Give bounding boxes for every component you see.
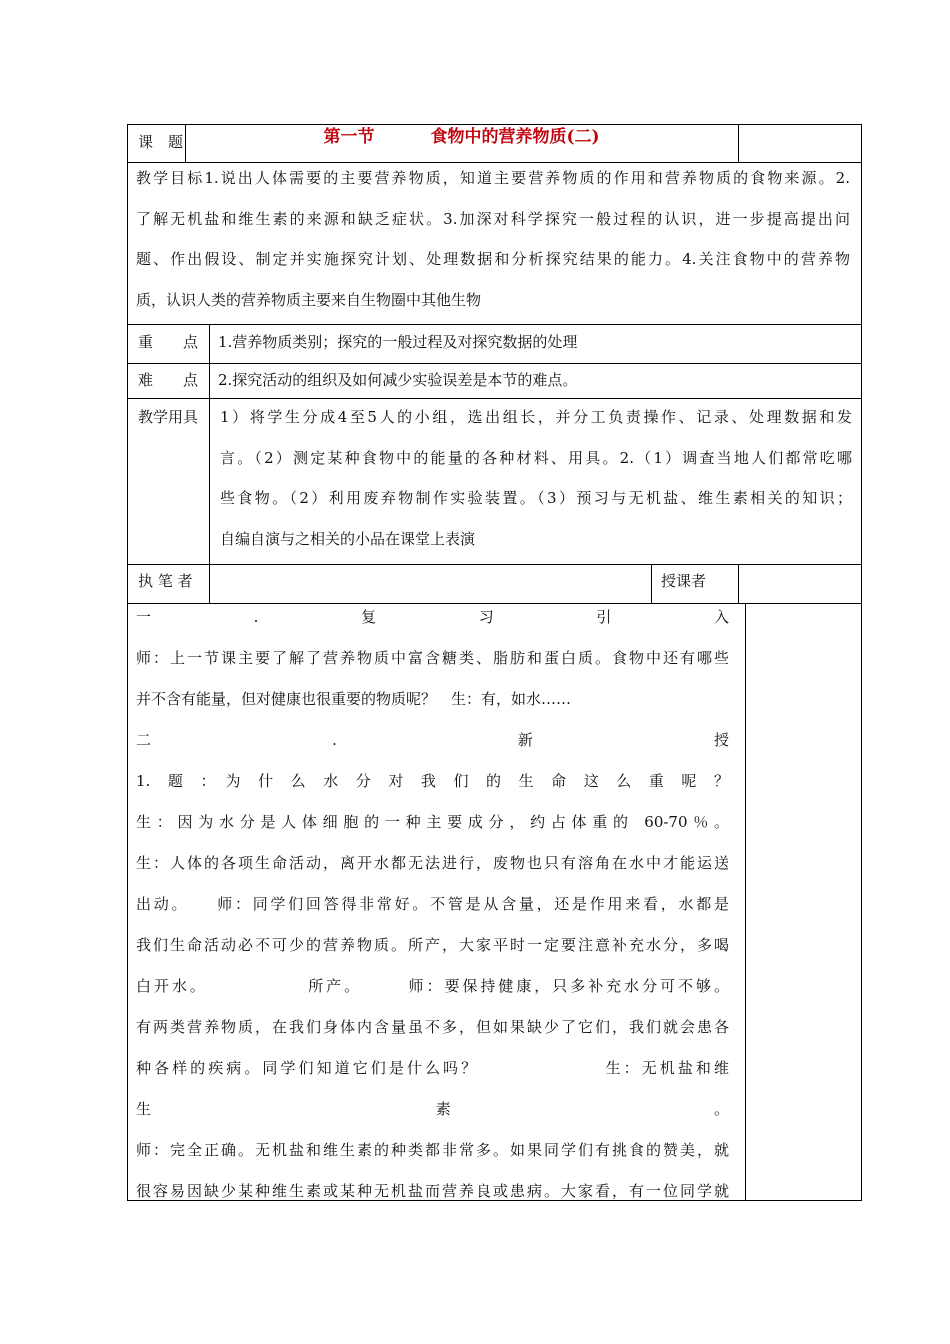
objectives-line: 题、作出假设、制定并实施探究计划、处理数据和分析探究结果的能力。4.关注食物中的营养物: [136, 250, 850, 268]
row-divider: [127, 363, 862, 364]
table-border-left: [127, 124, 128, 1201]
row-divider: [127, 324, 862, 325]
objectives-line: 质，认识人类的营养物质主要来自生物圈中其他生物: [136, 290, 482, 309]
table-border-right: [861, 124, 862, 1201]
col-divider: [738, 564, 739, 603]
body-line: 很容易因缺少某种维生素或某种无机盐而营养良或患病。大家看，有一位同学就: [136, 1182, 729, 1200]
materials-line: 自编自演与之相关的小品在课堂上表演: [220, 529, 476, 548]
body-line: 生：人体的各项生命活动，离开水都无法进行，废物也只有溶角在水中才能运送: [136, 854, 729, 872]
lesson-title-part1: 第一节: [323, 127, 375, 147]
body-line: 一 . 复 习 引 入: [136, 608, 729, 626]
body-line: 二 . 新 授: [136, 731, 729, 749]
body-line: 生 素 。: [136, 1100, 729, 1118]
materials-line: 言。（2）测定某种食物中的能量的各种材料、用具。2.（1）调查当地人们都常吃哪: [220, 448, 852, 467]
body-line: 师：上一节课主要了解了营养物质中富含糖类、脂肪和蛋白质。食物中还有哪些: [136, 649, 729, 667]
body-line: 种各样的疾病。同学们知道它们是什么吗？ 生：无机盐和维: [136, 1059, 729, 1077]
col-divider: [745, 603, 746, 1200]
lesson-title-part2: 食物中的营养物质(二): [430, 127, 600, 147]
topic-label: 课 题: [138, 133, 184, 151]
difficulty-value: 2.探究活动的组织及如何减少实验误差是本节的难点。: [218, 371, 578, 389]
body-line: 生：因为水分是人体细胞的一种主要成分，约占体重的 60-70％。: [136, 813, 729, 831]
objectives-text: [136, 158, 850, 320]
body-line: 师：完全正确。无机盐和维生素的种类都非常多。如果同学们有挑食的赞美，就: [136, 1141, 729, 1159]
lesson-title: [185, 126, 738, 148]
lesson-body: [136, 597, 729, 1212]
materials-line: 1）将学生分成4至5人的小组，选出组长，并分工负责操作、记录、处理数据和发: [220, 408, 852, 426]
materials-label: 教学用具: [138, 408, 199, 426]
body-line: 出动。 师：同学们回答得非常好。不管是从含量，还是作用来看，水都是: [136, 895, 729, 913]
key-point-label: 重 点: [138, 333, 199, 351]
materials-line: 些食物。（2）利用废弃物制作实验装置。（3）预习与无机盐、维生素相关的知识；: [220, 489, 852, 507]
body-line: 并不含有能量，但对健康也很重要的物质呢？ 生：有，如水……: [136, 690, 572, 708]
body-line: 白开水。 所产。 师：要保持健康，只多补充水分可不够。: [136, 977, 729, 995]
table-border-top: [127, 124, 862, 125]
col-divider: [738, 124, 739, 162]
row-divider: [127, 564, 862, 565]
materials-text: [220, 397, 852, 559]
body-line: 1. 题 ： 为 什 么 水 分 对 我 们 的 生 命 这 么 重 呢 ？: [136, 772, 729, 790]
difficulty-label: 难 点: [138, 371, 199, 389]
body-line: 我们生命活动必不可少的营养物质。所产，大家平时一定要注意补充水分，多喝: [136, 936, 729, 954]
body-line: 有两类营养物质，在我们身体内含量虽不多，但如果缺少了它们，我们就会患各: [136, 1018, 729, 1036]
objectives-line: 了解无机盐和维生素的来源和缺乏症状。3.加深对科学探究一般过程的认识，进一步提高提出问: [136, 209, 850, 228]
teacher-label: 授课者: [661, 572, 707, 590]
objectives-line: 教学目标1.说出人体需要的主要营养物质，知道主要营养物质的作用和营养物质的食物来源。2.: [136, 169, 850, 187]
key-point-value: 1.营养物质类别；探究的一般过程及对探究数据的处理: [218, 333, 578, 351]
col-divider: [209, 324, 210, 603]
writer-label: 执 笔 者: [138, 572, 193, 590]
